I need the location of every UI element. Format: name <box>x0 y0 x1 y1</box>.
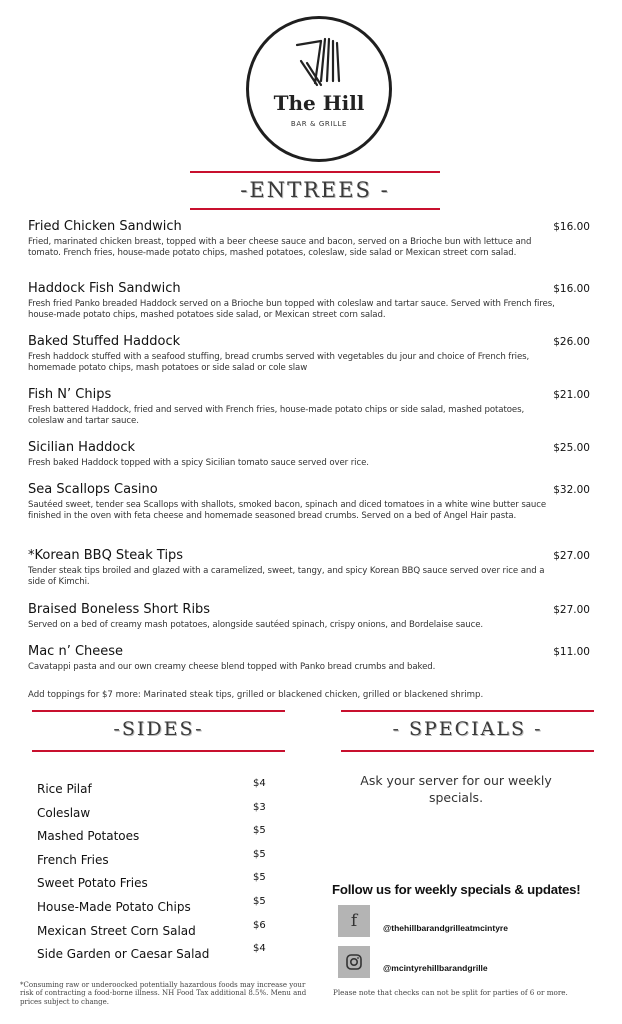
side-name: Mashed Potatoes <box>37 829 140 844</box>
entree-description: Fresh fried Panko breaded Haddock served on a Brioche bun topped with coleslaw and tartar sauce. Served with French fires, house-made potato chips, mashed potatoes side salad, or Mexican street corn salad. <box>28 299 555 320</box>
side-item <box>37 872 277 896</box>
entree-price: $16.00 <box>553 283 590 295</box>
side-name: Coleslaw <box>37 805 91 820</box>
entree-item <box>28 644 594 682</box>
entree-description: Cavatappi pasta and our own creamy cheese blend topped with Panko bread crumbs and baked. <box>28 662 436 672</box>
facebook-icon[interactable] <box>338 905 370 937</box>
entree-price: $32.00 <box>553 484 590 496</box>
side-price: $6 <box>253 919 266 931</box>
entree-item <box>28 334 594 387</box>
sides-heading: -SIDES- <box>113 718 204 740</box>
entree-price: $26.00 <box>553 336 590 348</box>
side-item <box>37 778 277 802</box>
entree-price: $16.00 <box>553 221 590 233</box>
side-price: $5 <box>253 825 266 837</box>
entree-name: *Korean BBQ Steak Tips <box>28 548 184 563</box>
divider <box>341 710 594 712</box>
entree-price: $27.00 <box>553 550 590 562</box>
side-item <box>37 896 277 920</box>
instagram-glyph <box>345 953 363 971</box>
side-item <box>37 920 277 944</box>
entree-description: Fried, marinated chicken breast, topped with a beer cheese sauce and bacon, served on a Brioche bun with lettuce and tomato. French fries, house-made potato chips, mashed potatoes, coleslaw, side salad or Mexican street corn salad. <box>28 237 532 258</box>
entree-description: Served on a bed of creamy mash potatoes, alongside sautéed spinach, crispy onions, and Bordelaise sauce. <box>28 620 484 630</box>
divider <box>32 710 285 712</box>
divider <box>341 750 594 752</box>
follow-heading: Follow us for weekly specials & updates! <box>332 882 581 897</box>
side-item <box>37 802 277 826</box>
entree-item <box>28 387 594 440</box>
side-price: $4 <box>253 778 266 789</box>
entree-name: Fish N’ Chips <box>28 387 112 402</box>
side-item <box>37 825 277 849</box>
entree-description: Tender steak tips broiled and glazed with a caramelized, sweet, tangy, and spicy Korean BBQ sauce served over rice and a side of Kimchi. <box>28 566 545 587</box>
entree-name: Sicilian Haddock <box>28 440 136 455</box>
facebook-handle[interactable]: @thehillbarandgrilleatmcintyre <box>383 923 508 933</box>
entree-name: Mac n’ Cheese <box>28 644 124 659</box>
entree-name: Baked Stuffed Haddock <box>28 334 181 349</box>
entree-price: $27.00 <box>553 604 590 616</box>
side-name: House-Made Potato Chips <box>37 899 191 914</box>
sides-list <box>37 778 277 967</box>
instagram-handle[interactable]: @mcintyrehillbarandgrille <box>383 963 488 973</box>
entree-description: Fresh battered Haddock, fried and served with French fries, house-made potato chips or side salad, mashed potatoes, coleslaw and tartar sauce. <box>28 405 525 426</box>
logo-subtitle: BAR & GRILLE <box>290 120 348 128</box>
instagram-icon[interactable] <box>338 946 370 978</box>
entree-name: Braised Boneless Short Ribs <box>28 602 211 617</box>
side-price: $3 <box>253 801 266 813</box>
entree-price: $25.00 <box>553 442 590 454</box>
side-item <box>37 943 277 967</box>
entree-description: Fresh haddock stuffed with a seafood stuffing, bread crumbs served with vegetables du jour and choice of French fries, homemade potato chips, mash potatoes or side salad or cole slaw <box>28 352 530 373</box>
saxophone-icon <box>291 31 355 91</box>
entree-item <box>28 281 594 334</box>
toppings-note: Add toppings for $7 more: Marinated steak tips, grilled or blackened chicken, grilled or blackened shrimp. <box>28 690 484 700</box>
entree-name: Fried Chicken Sandwich <box>28 219 182 234</box>
entree-item <box>28 440 594 482</box>
side-price: $5 <box>253 895 266 907</box>
entree-name: Sea Scallops Casino <box>28 482 158 497</box>
entree-description: Sautéed sweet, tender sea Scallops with shallots, smoked bacon, spinach and diced tomatoes in a white wine butter sauce finished in the oven with feta cheese and homemade seasoned bread crumbs. Served on a bed of Angel Hair pasta. <box>28 500 547 521</box>
divider <box>190 171 440 173</box>
logo <box>246 16 392 162</box>
side-name: Side Garden or Caesar Salad <box>37 947 210 962</box>
entree-price: $11.00 <box>553 646 590 658</box>
divider <box>32 750 285 752</box>
side-item <box>37 849 277 873</box>
entree-item <box>28 602 594 644</box>
entree-item <box>28 482 594 548</box>
checks-note: Please note that checks can not be split for parties of 6 or more. <box>333 988 568 997</box>
side-price: $4 <box>253 943 266 955</box>
entrees-list <box>28 219 594 682</box>
side-name: French Fries <box>37 852 109 867</box>
entree-name: Haddock Fish Sandwich <box>28 281 181 296</box>
divider <box>190 208 440 210</box>
entrees-heading: -ENTREES - <box>240 178 390 202</box>
facebook-glyph: f <box>350 911 358 931</box>
entree-price: $21.00 <box>553 389 590 401</box>
food-safety-disclaimer: *Consuming raw or underoocked potentially hazardous foods may increase your risk of contracting a food-borne illness. NH Food Tax additional 8.5%. Menu and prices subject to change. <box>20 981 307 1006</box>
side-name: Mexican Street Corn Salad <box>37 923 196 938</box>
side-price: $5 <box>253 848 266 860</box>
entree-item <box>28 219 594 281</box>
entree-description: Fresh baked Haddock topped with a spicy Sicilian tomato sauce served over rice. <box>28 458 369 468</box>
side-name: Sweet Potato Fries <box>37 876 148 891</box>
side-price: $5 <box>253 872 266 884</box>
specials-heading: - SPECIALS - <box>392 718 543 740</box>
logo-name: The Hill <box>273 91 365 115</box>
side-name: Rice Pilaf <box>37 782 92 796</box>
entree-item <box>28 548 594 602</box>
specials-text: Ask your server for our weekly specials. <box>360 773 552 805</box>
